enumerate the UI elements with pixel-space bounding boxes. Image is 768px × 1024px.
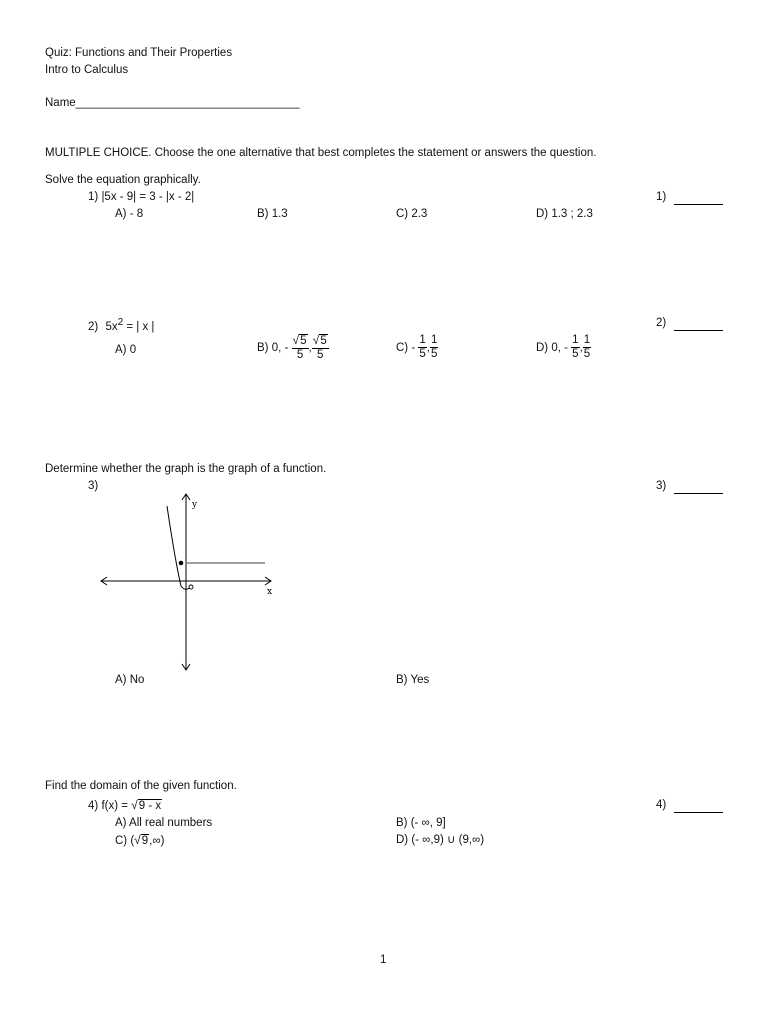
sqrt-symbol: √ [131, 798, 138, 812]
fraction: $\frac{1}{5}$ [430, 334, 438, 361]
exponent: 2 [117, 317, 124, 328]
question-prompt: f(x) = [101, 800, 128, 812]
choice-a[interactable]: A) 0 [115, 344, 137, 356]
function-graph [95, 490, 295, 680]
course-name: Intro to Calculus [45, 64, 129, 76]
answer-number: 4) [656, 799, 667, 811]
sqrt-symbol: √ [134, 833, 141, 847]
question-prompt-rhs: = | x | [126, 320, 155, 333]
parabola-curve [167, 506, 191, 589]
question-number: 3) [88, 480, 99, 492]
fraction: $\frac{√5}{5}$ [312, 332, 327, 361]
question-number: 1) [88, 191, 99, 203]
question-prompt-lhs: 5x [105, 320, 118, 333]
answer-blank-4[interactable] [674, 812, 723, 813]
question-number: 4) [88, 800, 99, 812]
closed-point [179, 561, 184, 566]
section-graph-function: Determine whether the graph is the graph of a function. [45, 463, 327, 475]
section-domain: Find the domain of the given function. [45, 780, 237, 792]
fraction: $\frac{1}{5}$ [583, 334, 591, 361]
choice-d[interactable]: D) 0, - $\frac{1}{5}$ , $\frac{1}{5}$ [536, 334, 591, 361]
quiz-title: Quiz: Functions and Their Properties [45, 47, 233, 59]
page-number: 1 [380, 954, 387, 966]
choice-a[interactable]: A) No [115, 674, 145, 686]
answer-blank-2[interactable] [674, 330, 723, 331]
answer-number: 2) [656, 317, 667, 329]
choice-b[interactable]: B) 1.3 [257, 208, 288, 220]
name-field[interactable]: Name___________________________________ [45, 97, 300, 109]
fraction: $\frac{1}{5}$ [419, 334, 426, 361]
question-number: 2) [88, 320, 99, 333]
answer-number: 3) [656, 480, 667, 492]
y-axis-label: y [192, 500, 198, 510]
section-solve-graphically: Solve the equation graphically. [45, 174, 201, 186]
answer-number: 1) [656, 191, 667, 203]
choice-a[interactable]: A) All real numbers [115, 817, 213, 829]
choice-c[interactable]: C) - $\frac{1}{5}$ , $\frac{1}{5}$ [396, 334, 438, 361]
answer-blank-3[interactable] [674, 493, 723, 494]
question-prompt: |5x - 9| = 3 - |x - 2| [101, 191, 195, 203]
choice-b[interactable]: B) Yes [396, 674, 430, 686]
choice-b[interactable]: B) (- ∞, 9] [396, 817, 446, 829]
instructions: MULTIPLE CHOICE. Choose the one alternative that best completes the statement or answers the question. [45, 147, 597, 159]
open-point [189, 585, 193, 589]
fraction: $\frac{1}{5}$ [572, 334, 579, 361]
choice-c[interactable]: C) 2.3 [396, 208, 428, 220]
choice-c[interactable]: C) (√9,∞) [115, 833, 165, 847]
choice-a[interactable]: A) - 8 [115, 208, 144, 220]
choice-b[interactable]: B) 0, - $\frac{√5}{5}$ , $\frac{√5}{5}$ [257, 332, 327, 361]
fraction: $\frac{√5}{5}$ [292, 332, 307, 361]
choice-d[interactable]: D) 1.3 ; 2.3 [536, 208, 593, 220]
x-axis-label: x [267, 587, 273, 597]
choice-d[interactable]: D) (- ∞,9) ∪ (9,∞) [396, 834, 485, 846]
answer-blank-1[interactable] [674, 204, 723, 205]
radicand: 9 - x [138, 800, 162, 812]
